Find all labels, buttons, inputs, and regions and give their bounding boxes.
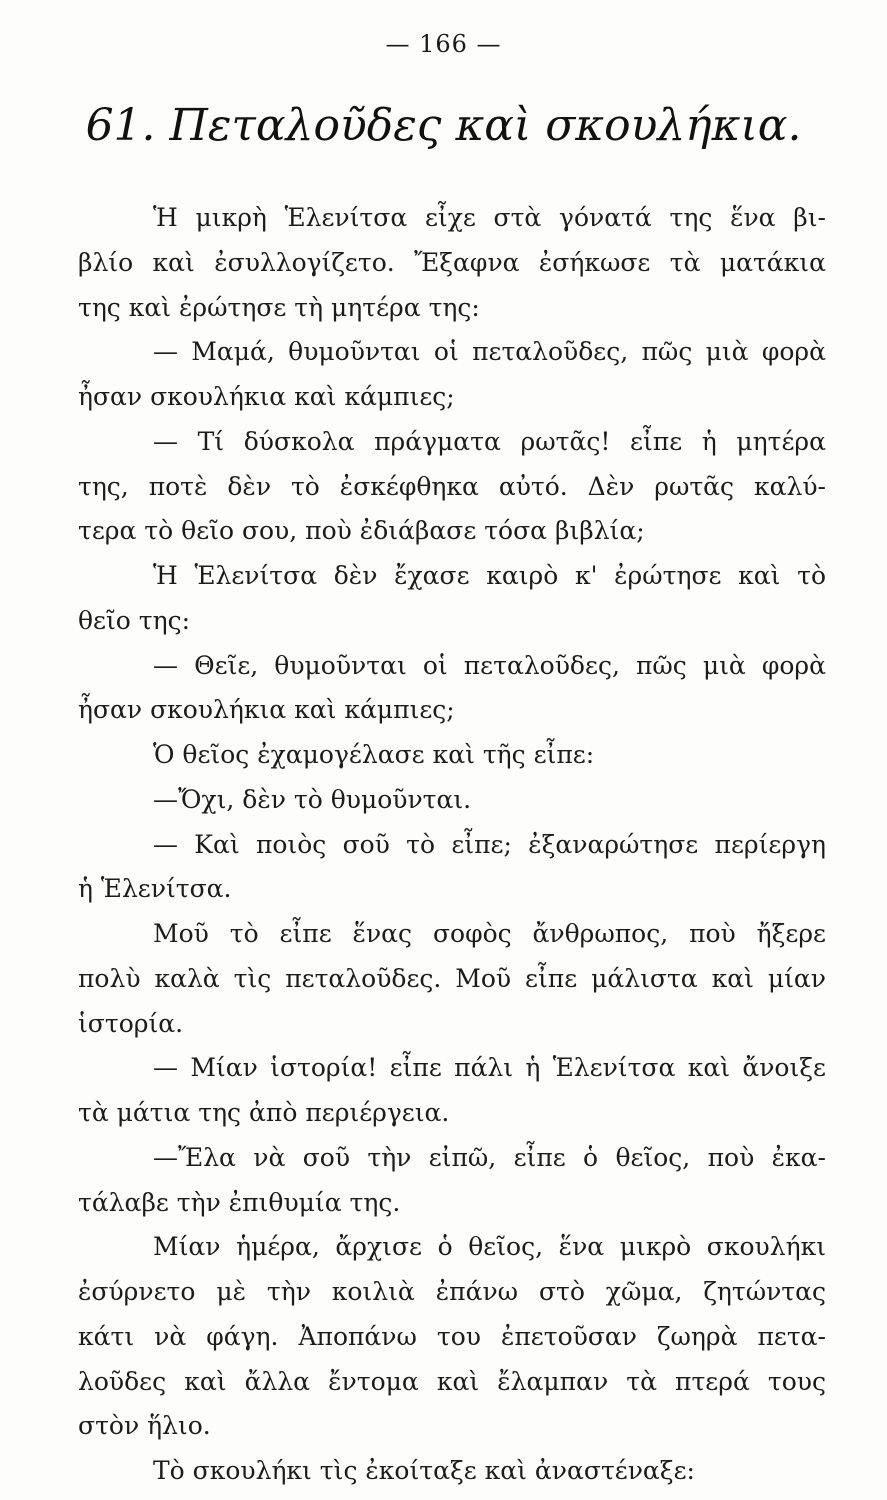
chapter-title — [0, 100, 887, 151]
text-line: λοῦδες καὶ ἄλλα ἔντομα καὶ ἔλαμπαν τὰ πτερά τους — [78, 1366, 826, 1396]
text-line: — Μαμά, θυμοῦνται οἱ πεταλοῦδες, πῶς μιὰ φορὰ — [153, 337, 826, 367]
text-line: — Τί δύσκολα πράγματα ρωτᾶς! εἶπε ἡ μητέρα — [153, 426, 826, 456]
text-line: ἱστορία. — [78, 1008, 184, 1038]
text-line: —Ὄχι, δὲν τὸ θυμοῦνται. — [153, 784, 472, 814]
text-line: πολὺ καλὰ τὶς πεταλοῦδες. Μοῦ εἶπε μάλιστα καὶ μίαν — [78, 963, 826, 993]
text-line: ἦσαν σκουλήκια καὶ κάμπιες; — [78, 382, 455, 411]
text-line: βλίο καὶ ἐσυλλογίζετο. Ἔξαφνα ἐσήκωσε τὰ ματάκια — [78, 247, 826, 277]
text-line: τερα τὸ θεῖο σου, ποὺ ἐδιάβασε τόσα βιβλία; — [78, 516, 645, 546]
text-line: Ἡ Ἑλενίτσα δὲν ἔχασε καιρὸ κ' ἐρώτησε καὶ τὸ — [153, 561, 826, 590]
text-line: Ὁ θεῖος ἐχαμογέλασε καὶ τῆς εἶπε: — [153, 740, 595, 769]
text-line: στὸν ἥλιο. — [78, 1411, 211, 1441]
text-line: ἡ Ἑλενίτσα. — [78, 874, 232, 904]
text-line: ἦσαν σκουλήκια καὶ κάμπιες; — [78, 695, 455, 725]
text-line: Ἡ μικρὴ Ἑλενίτσα εἶχε στὰ γόνατά της ἕνα βι- — [153, 203, 826, 232]
text-line: της, ποτὲ δὲν τὸ ἐσκέφθηκα αὐτό. Δὲν ρωτᾶς καλύ- — [78, 471, 826, 501]
text-line: Μίαν ἡμέρα, ἄρχισε ὁ θεῖος, ἕνα μικρὸ σκουλήκι — [153, 1232, 826, 1262]
text-line: τάλαβε τὴν ἐπιθυμία της. — [78, 1187, 401, 1217]
text-line: Μοῦ τὸ εἶπε ἕνας σοφὸς ἄνθρωπος, ποὺ ἤξερε — [153, 919, 826, 948]
body-text — [78, 196, 826, 1494]
text-line: — Θεῖε, θυμοῦνται οἱ πεταλοῦδες, πῶς μιὰ φορὰ — [153, 650, 826, 680]
text-line: τὰ μάτια της ἀπὸ περιέργεια. — [78, 1098, 450, 1127]
text-line: ἐσύρνετο μὲ τὴν κοιλιὰ ἐπάνω στὸ χῶμα, ζητώντας — [78, 1277, 826, 1306]
text-line: κάτι νὰ φάγη. Ἀποπάνω του ἐπετοῦσαν ζωηρὰ πετα- — [78, 1321, 826, 1351]
chapter-title-text: Πεταλοῦδες καὶ σκουλήκια. — [169, 100, 802, 151]
text-line: — Μίαν ἱστορία! εἶπε πάλι ἡ Ἑλενίτσα καὶ ἄνοιξε — [153, 1053, 826, 1083]
text-line: — Καὶ ποιὸς σοῦ τὸ εἶπε; ἐξαναρώτησε περίεργη — [153, 829, 826, 859]
text-line: Τὸ σκουλήκι τὶς ἐκοίταξε καὶ ἀναστέναξε: — [153, 1456, 695, 1485]
page-number: — 166 — — [385, 30, 502, 58]
chapter-number: 61. — [85, 100, 156, 151]
text-line: —Ἔλα νὰ σοῦ τὴν εἰπῶ, εἶπε ὁ θεῖος, ποὺ ἐκα- — [153, 1142, 826, 1172]
text-line: θεῖο της: — [78, 605, 191, 635]
text-line: της καὶ ἐρώτησε τὴ μητέρα της: — [78, 292, 480, 322]
